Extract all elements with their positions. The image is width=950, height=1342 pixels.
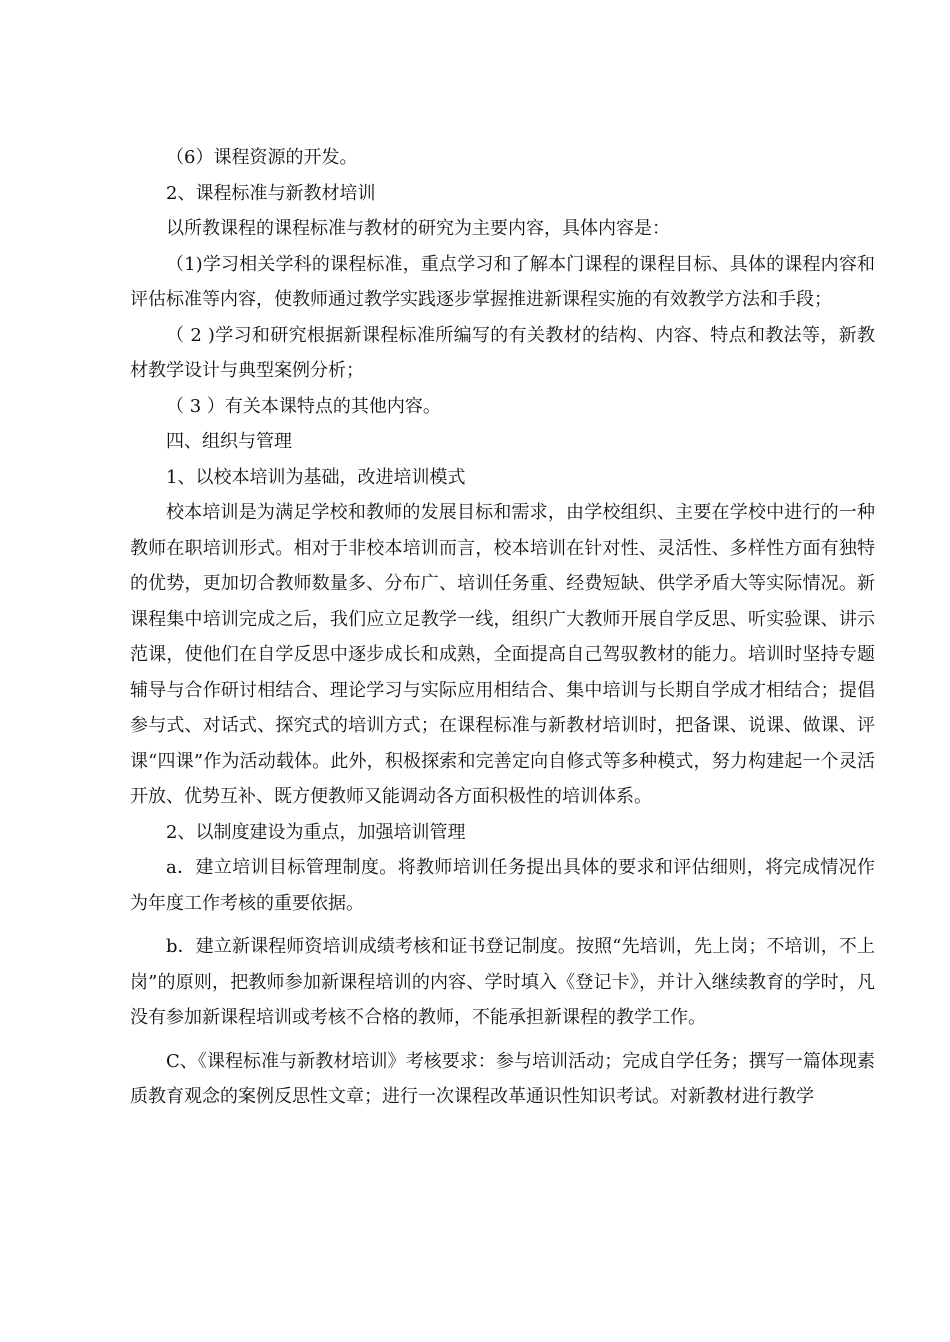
subheading-school-based-training: 1、以校本培训为基础，改进培训模式: [166, 466, 466, 488]
paragraph-item-c: C、《课程标准与新教材培训》考核要求：参与培训活动；完成自学任务；撰写一篇体现素质教育观念的案例反思性文章；进行一次课程改革通识性知识考试。对新教材进行教学: [130, 1050, 875, 1107]
paragraph-item-3: （ 3 ）有关本课特点的其他内容。: [166, 395, 441, 417]
paragraph-training-content-intro: 以所教课程的课程标准与教材的研究为主要内容，具体内容是：: [166, 218, 670, 239]
paragraph-item-b: b．建立新课程师资培训成绩考核和证书登记制度。按照“先培训，先上岗；不培训，不上岗”的原则，把教师参加新课程培训的内容、学时填入《登记卡》，并计入继续教育的学时，凡没有参加新课程培训或考核不合格的教师，不能承担新课程的教学工作。: [130, 936, 875, 1028]
paragraph-item-2: （ 2 )学习和研究根据新课程标准所编写的有关教材的结构、内容、特点和教法等，新教材教学设计与典型案例分析；: [130, 324, 875, 381]
paragraph-item-a: a．建立培训目标管理制度。将教师培训任务提出具体的要求和评估细则，将完成情况作为年度工作考核的重要依据。: [130, 857, 875, 914]
paragraph-item-1: （1)学习相关学科的课程标准，重点学习和了解本门课程的课程目标、具体的课程内容和评估标准等内容，使教师通过教学实践逐步掌握推进新课程实施的有效教学方法和手段；: [130, 253, 875, 310]
paragraph-school-based-training: 校本培训是为满足学校和教师的发展目标和需求，由学校组织、主要在学校中进行的一种教师在职培训形式。相对于非校本培训而言，校本培训在针对性、灵活性、多样性方面有独特的优势，更加切合教师数量多、分布广、培训任务重、经费短缺、供学矛盾大等实际情况。新课程集中培训完成之后，我们应立足教学一线，组织广大教师开展自学反思、听实验课、讲示范课，使他们在自学反思中逐步成长和成熟，全面提高自己驾驭教材的能力。培训时坚持专题辅导与合作研讨相结合、理论学习与实际应用相结合、集中培训与长期自学成才相结合；提倡参与式、对话式、探究式的培训方式；在课程标准与新教材培训时，把备课、说课、做课、评课“四课”作为活动载体。此外，积极探索和完善定向自修式等多种模式，努力构建起一个灵活开放、优势互补、既方便教师又能调动各方面积极性的培训体系。: [130, 502, 875, 807]
paragraph-course-resources: （6）课程资源的开发。: [166, 147, 358, 168]
document-body: [130, 140, 875, 1115]
heading-curriculum-training: 2、课程标准与新教材培训: [166, 182, 376, 204]
subheading-system-building: 2、以制度建设为重点，加强培训管理: [166, 821, 466, 843]
section-heading-organization: 四、组织与管理: [166, 431, 292, 452]
